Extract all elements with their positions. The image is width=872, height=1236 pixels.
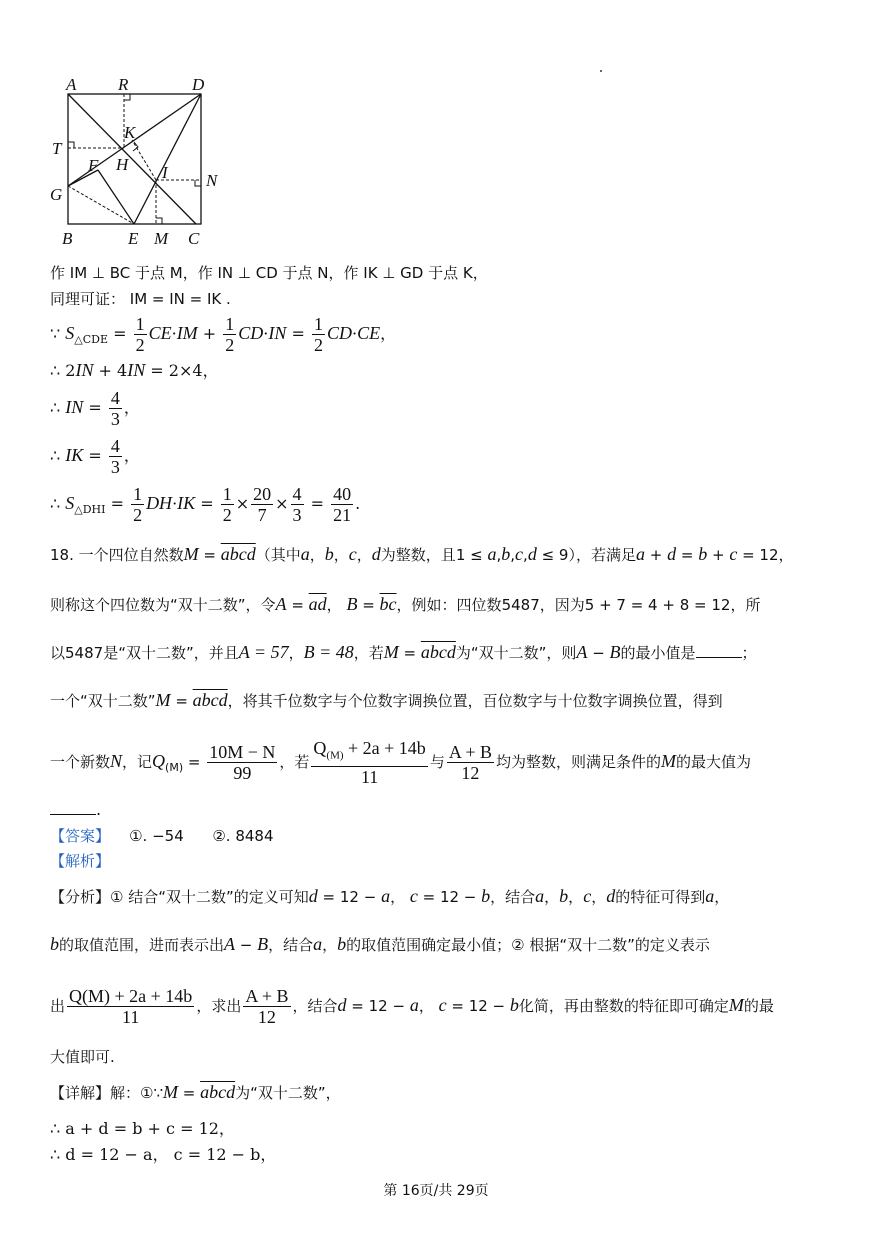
fenxi-line-1: 【分析】① 结合“双十二数”的定义可知d = 12 − a， c = 12 − b，结合a，b，c，d的特征可得到a， [50,886,730,906]
label-n: N [206,171,218,190]
ik-value-line: ∴ IK = $\frac{4}{3}$ ， [50,436,140,477]
xiangjie-line-3: ∴ d = 12 − a， c = 12 − b， [50,1145,277,1164]
xiangjie-line-2: ∴ a + d = b + c = 12， [50,1119,235,1138]
label-m: M [154,229,169,248]
q18-line-3: 以5487是“双十二数”，并且A = 57，B = 48，若M = abcd为“双十二数”，则A − B的最小值是 ； [50,642,757,662]
in-value-line: ∴ IN = $\frac{4}{3}$ ， [50,388,140,429]
q18-line-1: 18. 一个四位自然数M = abcd（其中a，b，c，d为整数，且1 ≤ a,b,c,d ≤ 9），若满足a + d = b + c = 12， [50,544,794,564]
fenxi-line-4: 大值即可. [50,1048,115,1066]
label-h: H [116,155,129,174]
q18-line-2: 则称这个四位数为“双十二数”，令$A = \overline{ad}$， $B = \overline{bc}$，例如：四位数5487，因为5 + 7 = 4 + 8 = 12，所 [50,594,761,614]
q18-blank-2: . [50,800,101,819]
s-cde-line: ∵ $S_{\triangle CDE}$ = $\frac{1}{2}$ CE·IM + $\frac{1}{2}$ CD·IN = $\frac{1}{2}$ CD·CE， [50,314,397,355]
label-i: I [162,163,168,182]
fenxi-line-3: 出 $\frac{Q(M) + 2a + 14b}{11}$ ，求出 $\frac{A + B}{12}$ ，结合d = 12 − a， c = 12 − b化简，再由整数的特征即可确定M的最 [50,986,774,1027]
line-de [134,94,201,224]
answer-line: 【答案】 ①. −54 ②. 8484 [50,827,274,845]
step-2in-line: ∴ 2IN + 4IN = 2×4， [50,360,219,380]
similarly-line: 同理可证： IM = IN = IK . [50,290,231,308]
dashed-ik [132,140,156,180]
label-d: D [192,75,205,94]
label-b: B [62,229,73,248]
label-t: T [52,139,62,158]
line-fe [98,170,134,224]
q18-line-5: 一个新数N，记$Q_{(M)}$ = $\frac{10M - N}{99}$ ，若 $\frac{Q_{(M)} + 2a + 14b}{11}$ 与 $\frac{A + B}{12}$ 均为整数，则满足条件的M的最大值为 [50,738,752,787]
label-r: R [118,75,129,94]
xiangjie-line-1: 【详解】解：①∵M = abcd为“双十二数”， [50,1082,341,1102]
q18-line-4: 一个“双十二数”M = abcd，将其千位数字与个位数字调换位置，百位数字与十位数字调换位置，得到 [50,690,723,710]
label-g: G [50,185,63,204]
label-k: K [124,123,136,142]
page-footer: 第 16页/共 29页 [383,1183,489,1199]
dashed-ge [68,186,134,224]
speck [600,70,602,72]
fenxi-line-2: b的取值范围，进而表示出A − B，结合a，b的取值范围确定最小值；② 根据“双十二数”的定义表示 [50,934,710,954]
construct-line: 作 IM ⊥ BC 于点 M，作 IN ⊥ CD 于点 N，作 IK ⊥ GD 于点 K， [50,264,488,282]
s-dhi-line: ∴ $S_{\triangle DHI}$ = $\frac{1}{2}$ DH·IK = $\frac{1}{2}$ × $\frac{20}{7}$ × $\frac{4}{3}$ = $\frac{40}{21}$ . [50,484,361,525]
label-f: F [88,156,99,175]
label-c: C [188,229,200,248]
analysis-label: 【解析】 [50,852,111,870]
label-a: A [66,75,77,94]
label-e: E [128,229,139,248]
square-geometry-diagram [48,72,218,252]
